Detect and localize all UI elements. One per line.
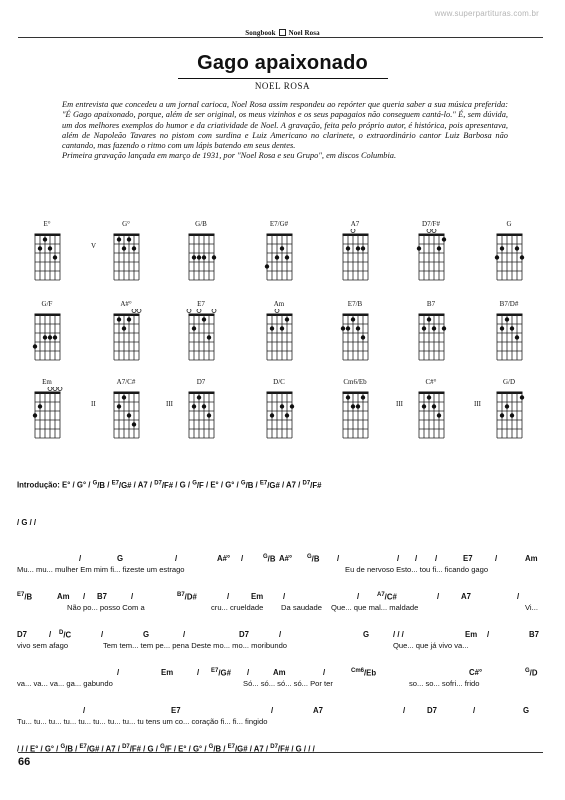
beat-slash: /: [323, 668, 326, 677]
open-string-marker: [48, 387, 52, 391]
fretboard: [400, 309, 462, 369]
open-string-marker: [275, 309, 279, 313]
lyric-text: va... va... va... ga... gabundo: [17, 679, 113, 688]
finger-dot: [495, 255, 499, 259]
beat-slash: /: [149, 480, 155, 490]
finger-dot: [285, 413, 289, 417]
finger-dot: [48, 246, 52, 250]
finger-dot: [43, 335, 47, 339]
beat-slash: /: [236, 480, 241, 490]
finger-dot: [437, 413, 441, 417]
finger-dot: [192, 255, 196, 259]
page-number: 66: [18, 756, 31, 768]
title-underline: [178, 78, 388, 79]
beat-slash: /: [403, 706, 406, 715]
beat-slash: /: [88, 480, 93, 490]
chord-name: D/C: [273, 378, 285, 386]
beat-slash: /: [473, 706, 476, 715]
beat-slash: /: [117, 668, 120, 677]
finger-dot: [33, 344, 37, 348]
finger-dot: [515, 335, 519, 339]
beat-slash: /: [357, 592, 360, 601]
finger-dot: [285, 317, 289, 321]
chord-symbol: $^G$/B: [263, 554, 276, 564]
chord-symbol: C#°: [469, 668, 483, 677]
chord-name: A7/C#: [116, 378, 136, 386]
chord-diagram: [166, 378, 232, 448]
chord-diagram: [324, 220, 386, 290]
finger-dot: [505, 317, 509, 321]
intro-recording-note: Primeira gravação lançada em março de 1931, por "Noel Rosa e seu Grupo", em discos Columbia.: [62, 151, 397, 161]
chord-symbol: B7: [529, 630, 539, 639]
song-title: Gago apaixonado: [197, 52, 368, 74]
beat-slash: /: [495, 554, 498, 563]
chord-name: G/B: [195, 220, 207, 228]
chord-symbol: E7: [171, 706, 181, 715]
chord-diagram: [396, 378, 462, 448]
finger-dot: [117, 317, 121, 321]
beat-slash: /: [397, 554, 400, 563]
chord-symbol: A7: [286, 480, 299, 490]
chord-name: D7/F#: [422, 220, 440, 228]
chord-symbol: Am: [525, 554, 538, 563]
finger-dot: [280, 326, 284, 330]
finger-dot: [207, 335, 211, 339]
chord-symbol: A7: [137, 480, 150, 490]
finger-dot: [270, 413, 274, 417]
chord-name: G: [506, 220, 512, 228]
chord-name: Cm6/Eb: [343, 378, 367, 386]
finger-dot: [341, 326, 345, 330]
lyric-text: Que... que mal... maldade: [331, 603, 419, 612]
running-head: [0, 29, 565, 37]
chord-symbol: $^{D7}$/F#: [302, 480, 322, 490]
finger-dot: [442, 326, 446, 330]
beat-slash: /: [133, 480, 138, 490]
finger-dot: [361, 246, 365, 250]
intro-label: Introdução:: [17, 480, 63, 490]
fretboard: [248, 229, 310, 289]
intro-paragraph: [62, 100, 508, 162]
finger-dot: [53, 335, 57, 339]
chord-symbol: E°: [62, 480, 73, 490]
footer-rule: [18, 752, 543, 753]
square-bullet-icon: [279, 29, 286, 36]
chord-diagram: [324, 378, 386, 448]
finger-dot: [38, 404, 42, 408]
lyric-text: cru... crueldade: [211, 603, 264, 612]
beat-slash: /: [183, 630, 186, 639]
finger-dot: [290, 404, 294, 408]
chord-symbol: D7: [17, 630, 27, 639]
finger-dot: [427, 395, 431, 399]
finger-dot: [356, 404, 360, 408]
open-string-marker: [432, 229, 436, 233]
beat-slash: /: [337, 554, 340, 563]
finger-dot: [275, 255, 279, 259]
chord-diagram: [95, 300, 157, 370]
fret-position: III: [396, 400, 403, 408]
chord-name: A7: [350, 220, 360, 228]
finger-dot: [43, 237, 47, 241]
lyric-text: vivo sem afago: [17, 641, 69, 650]
finger-dot: [346, 395, 350, 399]
chord-symbol: G: [117, 554, 124, 563]
watermark: www.superpartituras.com.br: [434, 9, 539, 18]
beat-slash: /: [517, 592, 520, 601]
chord-name: A#°: [120, 300, 132, 308]
finger-dot: [510, 413, 514, 417]
lyric-text: so... so... sofri... frido: [409, 679, 480, 688]
chord-diagram: [478, 300, 540, 370]
beat-slash: /: [187, 480, 193, 490]
open-string-marker: [351, 229, 355, 233]
chord-diagram: [16, 300, 78, 370]
finger-dot: [432, 404, 436, 408]
closing-chord-line: / / / E° / G° / $^G$/B / $^{E7}$/G# / A7 / $^{D7}$/F# / G / $^G$/F / E° / G° / $^G$/B / $^{E7}$/G# / A7 / $^{D7}$/F# / G / / /: [17, 744, 315, 754]
chord-diagram: [474, 378, 540, 448]
finger-dot: [356, 326, 360, 330]
finger-dot: [212, 255, 216, 259]
finger-dot: [197, 395, 201, 399]
finger-dot: [500, 326, 504, 330]
chord-symbol: A#°: [217, 554, 231, 563]
finger-dot: [117, 404, 121, 408]
fretboard: [400, 387, 462, 447]
finger-dot: [132, 422, 136, 426]
fretboard: [248, 309, 310, 369]
fretboard: [478, 229, 540, 289]
finger-dot: [265, 264, 269, 268]
fretboard: [324, 387, 386, 447]
lyric-text: Da saudade: [281, 603, 322, 612]
finger-dot: [422, 326, 426, 330]
fretboard: [324, 229, 386, 289]
beat-slash: /: [283, 592, 286, 601]
chord-symbol: G: [363, 630, 370, 639]
beat-slash: /: [271, 706, 274, 715]
beat-slash: / / /: [393, 630, 404, 639]
finger-dot: [207, 413, 211, 417]
fretboard: [324, 309, 386, 369]
chord-diagram: [248, 300, 310, 370]
chord-diagram: [324, 300, 386, 370]
chord-diagram: [16, 220, 78, 290]
lyric-text: Eu de nervoso Esto... tou fi... ficando gago: [345, 565, 489, 574]
finger-dot: [53, 255, 57, 259]
beat-slash: /: [298, 480, 303, 490]
chord-symbol: Em: [251, 592, 264, 601]
fret-position: III: [166, 400, 173, 408]
lyric-text: Só... só... só... só... Por ter: [243, 679, 333, 688]
finger-dot: [361, 335, 365, 339]
lyric-text: Tem tem... tem pe... pena Deste mo... mo... moribundo: [103, 641, 288, 650]
finger-dot: [500, 413, 504, 417]
chord-symbol: E7: [463, 554, 473, 563]
lyric-text: Que... que já vivo va...: [393, 641, 469, 650]
finger-dot: [202, 317, 206, 321]
chord-diagram: [248, 378, 310, 448]
chord-symbol: Am: [273, 668, 286, 677]
beat-slash: /: [175, 480, 180, 490]
chord-diagram: [91, 220, 157, 290]
intro-text: Em entrevista que concedeu a um jornal carioca, Noel Rosa assim respondeu ao repórter que queria saber a sua música preferida: "É Gago apaixonado, porque, além de ser original, os meus vizinhos e os seus papagaios não conseguem cantá-lo." É, sem dúvida, um dos melhores exemplos do humor e da criatividade de Noel. A gravação, feita pelo próprio autor, é histórica, pois apresentava, além de Napoleão Tavares no pistom com surdina e Luiz Americano no clarinete, o extraordinário cantor Luiz Barbosa não cantando, mas fazendo o ritmo com um lápis batendo em seus dentes.: [62, 100, 508, 151]
finger-dot: [280, 246, 284, 250]
header-rule: [18, 37, 543, 38]
finger-dot: [520, 395, 524, 399]
finger-dot: [33, 413, 37, 417]
fret-position: III: [474, 400, 481, 408]
chord-symbol: D7: [239, 630, 249, 639]
open-string-marker: [197, 309, 201, 313]
fretboard: [170, 229, 232, 289]
beat-slash: /: [49, 630, 52, 639]
fret-position: II: [91, 400, 96, 408]
fretboard: [16, 309, 78, 369]
chord-diagram: [170, 300, 232, 370]
chord-symbol: A7: [461, 592, 471, 601]
lyric-text: Vi...: [525, 603, 538, 612]
finger-dot: [127, 413, 131, 417]
finger-dot: [417, 246, 421, 250]
chord-symbol: $^{Cm6}$/Eb: [351, 668, 377, 678]
fretboard: [478, 309, 540, 369]
beat-slash: /: [241, 554, 244, 563]
beat-slash: /: [281, 480, 286, 490]
chord-symbol: E°: [210, 480, 221, 490]
lyric-text: Não po... posso Com a: [67, 603, 145, 612]
song-author: NOEL ROSA: [254, 81, 311, 91]
fretboard: [170, 309, 232, 369]
finger-dot: [192, 404, 196, 408]
finger-dot: [122, 326, 126, 330]
finger-dot: [515, 246, 519, 250]
chord-symbol: $^{E7}$/G#: [111, 480, 134, 490]
beat-slash: /: [175, 554, 178, 563]
lyric-text: Tu... tu... tu... tu... tu... tu... tu... tu... tu tens um co... coração fi... fi... fingido: [17, 717, 268, 726]
finger-dot: [351, 404, 355, 408]
chord-symbol: G: [523, 706, 530, 715]
chord-symbol: Em: [161, 668, 174, 677]
finger-dot: [442, 237, 446, 241]
open-string-marker: [427, 229, 431, 233]
chord-name: G/F: [41, 300, 53, 308]
finger-dot: [437, 246, 441, 250]
finger-dot: [520, 255, 524, 259]
chord-name: C#°: [425, 378, 437, 386]
beat-slash: /: [227, 592, 230, 601]
beat-slash: /: [107, 480, 112, 490]
beat-slash: /: [437, 592, 440, 601]
beat-slash: /: [206, 480, 211, 490]
fret-position: V: [91, 242, 97, 250]
chord-symbol: $^G$/B: [92, 480, 108, 490]
chord-symbol: $^G$/D: [525, 668, 538, 678]
chord-symbol: $^G$/B: [240, 480, 256, 490]
running-head-artist: Noel Rosa: [288, 29, 320, 37]
open-string-marker: [58, 387, 62, 391]
finger-dot: [346, 246, 350, 250]
chord-symbol: A#°: [279, 554, 293, 563]
beat-slash: /: [72, 480, 77, 490]
beat-slash: /: [101, 630, 104, 639]
finger-dot: [202, 255, 206, 259]
chord-diagram: [478, 220, 540, 290]
chord-symbol: Em: [465, 630, 478, 639]
chord-symbol: $^{E7}$/B: [17, 592, 33, 602]
chord-name: E7: [197, 300, 205, 308]
chord-name: E7/B: [347, 300, 363, 308]
finger-dot: [356, 246, 360, 250]
finger-dot: [270, 326, 274, 330]
chord-name: B7/D#: [499, 300, 519, 308]
chord-symbol: $^{E7}$/G#: [211, 668, 231, 678]
finger-dot: [432, 326, 436, 330]
chord-name: G/D: [502, 378, 516, 386]
open-string-marker: [53, 387, 57, 391]
chord-name: B7: [426, 300, 436, 308]
chord-diagram: [400, 220, 462, 290]
fretboard: [170, 387, 232, 447]
fretboard: [95, 387, 157, 447]
finger-dot: [48, 335, 52, 339]
finger-dot: [127, 317, 131, 321]
beat-slash: /: [435, 554, 438, 563]
chord-diagram: [170, 220, 232, 290]
chord-name: E°: [43, 220, 51, 228]
beat-slash: /: [83, 592, 86, 601]
finger-dot: [346, 326, 350, 330]
chord-name: Em: [42, 378, 52, 386]
open-string-marker: [212, 309, 216, 313]
chord-diagram: [16, 378, 78, 448]
running-head-book: Songbook: [245, 29, 276, 37]
beat-slash: /: [247, 668, 250, 677]
open-string-marker: [132, 309, 136, 313]
chord-symbol: $^{B7}$/D#: [177, 592, 197, 602]
finger-dot: [510, 326, 514, 330]
finger-dot: [122, 246, 126, 250]
chord-symbol: G°: [76, 480, 89, 490]
beat-slash: /: [220, 480, 226, 490]
fretboard: [16, 229, 78, 289]
chord-diagram: [400, 300, 462, 370]
finger-dot: [351, 317, 355, 321]
finger-dot: [505, 404, 509, 408]
chord-symbol: $^G$/F: [192, 480, 206, 490]
chord-symbol: G: [143, 630, 150, 639]
chord-symbol: G°: [225, 480, 237, 490]
chord-name: G°: [122, 220, 130, 228]
beat-slash: /: [79, 554, 82, 563]
chord-symbol: $^{A7}$/C#: [377, 592, 397, 602]
fretboard: [16, 387, 78, 447]
chord-symbol: A7: [313, 706, 323, 715]
beat-slash: /: [415, 554, 418, 563]
finger-dot: [192, 326, 196, 330]
fretboard: [400, 229, 462, 289]
chord-symbol: $^{D7}$/F#: [154, 480, 176, 490]
finger-dot: [427, 317, 431, 321]
chord-name: Am: [273, 300, 285, 308]
chord-symbol: Am: [57, 592, 70, 601]
chord-symbol: $^D$/C: [59, 630, 72, 640]
finger-dot: [117, 237, 121, 241]
finger-dot: [127, 237, 131, 241]
fretboard: [95, 229, 157, 289]
beat-slash: /: [83, 706, 86, 715]
finger-dot: [38, 246, 42, 250]
intro-continuation: / G / /: [17, 518, 37, 527]
finger-dot: [132, 246, 136, 250]
beat-slash: /: [197, 668, 200, 677]
finger-dot: [285, 255, 289, 259]
open-string-marker: [137, 309, 141, 313]
chord-name: D7: [196, 378, 206, 386]
finger-dot: [197, 255, 201, 259]
fretboard: [478, 387, 540, 447]
finger-dot: [280, 404, 284, 408]
finger-dot: [202, 404, 206, 408]
finger-dot: [422, 404, 426, 408]
intro-chord-line: [17, 480, 321, 490]
chord-symbol: $^{E7}$/G#: [259, 480, 282, 490]
fretboard: [248, 387, 310, 447]
chord-name: E7/G#: [269, 220, 289, 228]
lyric-text: Mu... mu... mulher Em mim fi... fizeste um estrago: [17, 565, 185, 574]
fretboard: [95, 309, 157, 369]
beat-slash: /: [131, 592, 134, 601]
beat-slash: /: [279, 630, 282, 639]
chord-symbol: B7: [97, 592, 107, 601]
finger-dot: [500, 246, 504, 250]
chord-symbol: $^G$/B: [307, 554, 320, 564]
finger-dot: [122, 395, 126, 399]
beat-slash: /: [487, 630, 490, 639]
chord-diagram: [91, 378, 157, 448]
finger-dot: [361, 395, 365, 399]
open-string-marker: [187, 309, 191, 313]
chord-diagram: [248, 220, 310, 290]
chord-symbol: D7: [427, 706, 437, 715]
chord-symbol: G: [179, 480, 188, 490]
beat-slash: /: [255, 480, 260, 490]
